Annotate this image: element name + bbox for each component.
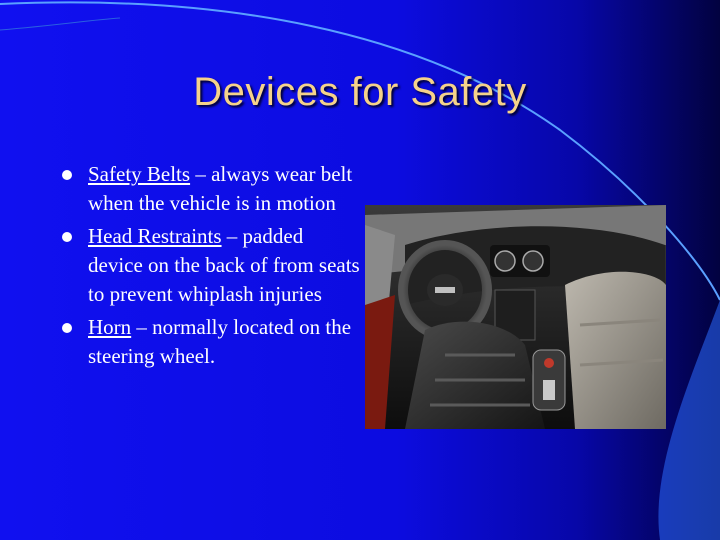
bullet-item-head-restraints — [60, 222, 360, 309]
bullet-term: Safety Belts — [88, 162, 191, 186]
car-interior-photo — [365, 205, 666, 429]
bullet-term: Head Restraints — [88, 224, 222, 248]
bullet-icon — [62, 232, 72, 242]
bullet-term: Horn — [88, 315, 132, 339]
bullet-text: – always wear belt when the vehicle is in motion — [88, 162, 353, 215]
bullet-item-safety-belts — [60, 160, 360, 218]
bullet-item-horn — [60, 313, 360, 371]
bullet-text: – padded device on the back of from seats to prevent whiplash injuries — [88, 224, 360, 306]
bullet-list — [60, 160, 360, 375]
slide-title: Devices for Safety — [193, 70, 527, 114]
bullet-icon — [62, 323, 72, 333]
bullet-text: – normally located on the steering wheel. — [88, 315, 352, 368]
bullet-icon — [62, 170, 72, 180]
